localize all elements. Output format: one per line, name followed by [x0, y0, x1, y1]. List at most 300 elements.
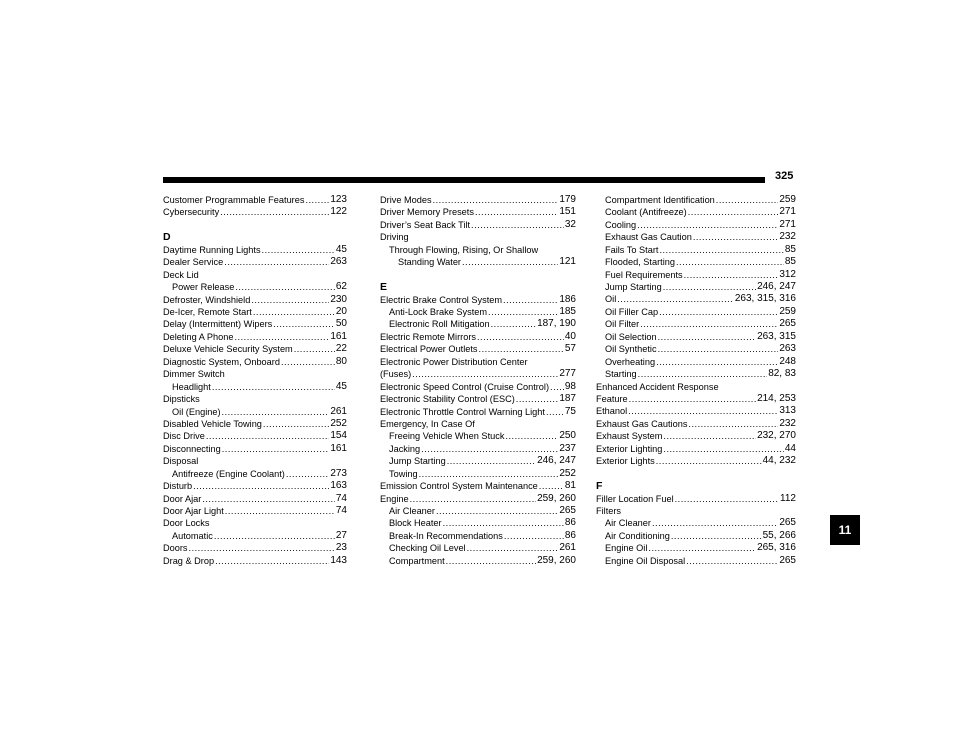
dot-leader — [546, 406, 564, 418]
entry-label: Power Release — [172, 282, 235, 293]
entry-label: Fuel Requirements — [605, 269, 683, 280]
index-entry — [380, 219, 576, 231]
dot-leader — [648, 542, 756, 554]
index-entry — [380, 406, 576, 418]
dot-leader — [675, 493, 779, 505]
index-entry — [163, 430, 347, 442]
entry-page-reference[interactable]: 259 — [779, 305, 796, 317]
entry-label: Cooling — [605, 219, 637, 230]
entry-page-reference[interactable]: 40 — [564, 330, 576, 342]
dot-leader — [202, 493, 335, 505]
dot-leader — [491, 318, 536, 330]
entry-label: Standing Water — [398, 257, 461, 268]
index-entry — [380, 343, 576, 355]
dot-leader — [504, 530, 564, 542]
entry-label: Anti-Lock Brake System — [389, 307, 488, 318]
index-subentry — [596, 542, 796, 554]
entry-label: Disabled Vehicle Towing — [163, 418, 262, 429]
index-subentry — [380, 505, 576, 517]
entry-label: Door Ajar — [163, 493, 202, 504]
entry-page-reference[interactable]: 185 — [559, 306, 576, 318]
entry-page-reference[interactable]: 82, 83 — [768, 368, 796, 380]
dot-leader — [220, 206, 329, 218]
entry-page-reference[interactable]: 80 — [335, 355, 347, 367]
index-entry — [380, 480, 576, 492]
dot-leader — [189, 542, 335, 554]
entry-page-reference[interactable]: 86 — [564, 529, 576, 541]
entry-label: Engine — [380, 493, 409, 504]
entry-label: (Fuses) — [380, 369, 412, 380]
index-entry — [596, 443, 796, 455]
dot-leader — [516, 393, 559, 405]
index-entry — [380, 294, 576, 306]
entry-page-reference[interactable]: 246, 247 — [537, 455, 576, 467]
entry-label: Emission Control System Maintenance — [380, 481, 538, 492]
index-entry — [163, 505, 347, 517]
index-entry — [163, 418, 347, 430]
entry-label: Doors — [163, 543, 188, 554]
index-subentry — [163, 530, 347, 542]
entry-label: Electronic Power Distribution Center — [380, 356, 528, 367]
index-subentry — [596, 194, 796, 206]
index-entry — [380, 368, 576, 380]
index-entry — [163, 331, 347, 343]
dot-leader — [433, 194, 559, 206]
entry-page-reference[interactable]: 74 — [335, 492, 347, 504]
entry-label: Deluxe Vehicle Security System — [163, 344, 293, 355]
entry-page-reference[interactable]: 214, 253 — [757, 392, 796, 404]
dot-leader — [477, 331, 564, 343]
index-entry — [596, 493, 796, 505]
entry-page-reference[interactable]: 98 — [564, 380, 576, 392]
entry-page-reference[interactable]: 252 — [559, 467, 576, 479]
entry-page-reference[interactable]: 312 — [779, 268, 796, 280]
dot-leader — [214, 530, 335, 542]
entry-page-reference[interactable]: 248 — [779, 355, 796, 367]
dot-leader — [215, 555, 329, 567]
entry-label: Electrical Power Outlets — [380, 344, 478, 355]
entry-page-reference[interactable]: 259, 260 — [537, 492, 576, 504]
index-entry — [380, 418, 576, 430]
entry-page-reference[interactable]: 265 — [559, 505, 576, 517]
entry-label: Air Cleaner — [605, 518, 651, 529]
dot-leader — [281, 356, 335, 368]
entry-page-reference[interactable]: 232, 270 — [757, 430, 796, 442]
entry-label: Exterior Lights — [596, 456, 655, 467]
entry-label: Disposal — [163, 456, 199, 467]
index-subentry — [596, 555, 796, 567]
index-subentry — [596, 281, 796, 293]
dot-leader — [676, 256, 784, 268]
entry-page-reference[interactable]: 265, 316 — [757, 542, 796, 554]
entry-page-reference[interactable]: 187, 190 — [537, 318, 576, 330]
entry-page-reference[interactable]: 45 — [335, 380, 347, 392]
entry-label: Electronic Stability Control (ESC) — [380, 394, 515, 405]
index-entry — [163, 206, 347, 218]
entry-page-reference[interactable]: 161 — [330, 442, 347, 454]
dot-leader — [629, 393, 756, 405]
entry-label: Checking Oil Level — [389, 543, 466, 554]
entry-page-reference[interactable]: 75 — [564, 405, 576, 417]
entry-label: Engine Oil — [605, 543, 648, 554]
index-subentry — [596, 331, 796, 343]
dot-leader — [286, 468, 329, 480]
dot-leader — [412, 368, 558, 380]
index-entry — [163, 493, 347, 505]
entry-page-reference[interactable]: 232 — [779, 231, 796, 243]
index-subentry — [596, 318, 796, 330]
dot-leader — [663, 430, 756, 442]
index-subentry — [380, 256, 576, 268]
dot-leader — [410, 493, 536, 505]
index-subentry — [596, 343, 796, 355]
dot-leader — [671, 530, 762, 542]
index-subentry — [163, 468, 347, 480]
dot-leader — [656, 455, 762, 467]
index-entry — [163, 319, 347, 331]
entry-label: Defroster, Windshield — [163, 294, 251, 305]
entry-page-reference[interactable]: 261 — [330, 405, 347, 417]
index-entry — [163, 443, 347, 455]
dot-leader — [539, 480, 564, 492]
index-subentry — [380, 468, 576, 480]
entry-page-reference[interactable]: 154 — [330, 430, 347, 442]
entry-label: Freeing Vehicle When Stuck — [389, 431, 505, 442]
entry-page-reference[interactable]: 55, 266 — [762, 529, 796, 541]
dot-leader — [262, 244, 335, 256]
dot-leader — [663, 281, 756, 293]
entry-page-reference[interactable]: 271 — [779, 218, 796, 230]
entry-label: Delay (Intermittent) Wipers — [163, 319, 273, 330]
entry-label: Electronic Speed Control (Cruise Control) — [380, 381, 550, 392]
index-column-2 — [380, 194, 576, 567]
index-entry — [163, 368, 347, 380]
entry-label: Electric Remote Mirrors — [380, 331, 476, 342]
entry-page-reference[interactable]: 261 — [559, 542, 576, 554]
entry-page-reference[interactable]: 44 — [784, 442, 796, 454]
dot-leader — [688, 206, 779, 218]
index-entry — [596, 405, 796, 417]
dot-leader — [658, 343, 779, 355]
entry-label: Disturb — [163, 481, 193, 492]
entry-page-reference[interactable]: 232 — [779, 417, 796, 429]
entry-page-reference[interactable]: 151 — [559, 206, 576, 218]
dot-leader — [475, 206, 558, 218]
dot-leader — [251, 294, 329, 306]
entry-page-reference[interactable]: 22 — [335, 343, 347, 355]
entry-label: Flooded, Starting — [605, 257, 675, 268]
dot-leader — [652, 517, 778, 529]
dot-leader — [659, 306, 778, 318]
index-entry — [163, 306, 347, 318]
entry-label: Feature — [596, 393, 628, 404]
index-subentry — [380, 306, 576, 318]
entry-page-reference[interactable]: 313 — [779, 405, 796, 417]
entry-page-reference[interactable]: 263, 315, 316 — [734, 293, 796, 305]
dot-leader — [716, 194, 779, 206]
entry-label: Starting — [605, 369, 637, 380]
dot-leader — [628, 405, 778, 417]
index-column-3 — [596, 194, 796, 567]
index-entry — [163, 480, 347, 492]
entry-page-reference[interactable]: 121 — [559, 256, 576, 268]
entry-page-reference[interactable]: 62 — [335, 281, 347, 293]
entry-label: Towing — [389, 468, 418, 479]
entry-page-reference[interactable]: 252 — [330, 417, 347, 429]
index-subentry — [596, 219, 796, 231]
entry-label: Oil Selection — [605, 331, 657, 342]
entry-page-reference[interactable]: 143 — [330, 554, 347, 566]
entry-page-reference[interactable]: 86 — [564, 517, 576, 529]
entry-label: Drive Modes — [380, 194, 432, 205]
index-entry — [163, 555, 347, 567]
entry-label: Exhaust System — [596, 431, 663, 442]
index-subentry — [380, 319, 576, 331]
dot-leader — [688, 418, 778, 430]
entry-page-reference[interactable]: 45 — [335, 243, 347, 255]
index-entry — [380, 194, 576, 206]
entry-page-reference[interactable]: 263 — [330, 256, 347, 268]
entry-label: Daytime Running Lights — [163, 244, 261, 255]
entry-label: Emergency, In Case Of — [380, 418, 475, 429]
entry-label: Exterior Lighting — [596, 443, 663, 454]
entry-page-reference[interactable]: 112 — [780, 492, 796, 504]
dot-leader — [462, 256, 558, 268]
index-subentry — [596, 206, 796, 218]
entry-label: Antifreeze (Engine Coolant) — [172, 468, 285, 479]
index-subentry — [380, 530, 576, 542]
index-subentry — [596, 269, 796, 281]
index-subentry — [596, 256, 796, 268]
entry-page-reference[interactable]: 50 — [335, 318, 347, 330]
entry-page-reference[interactable]: 259 — [779, 193, 796, 205]
entry-page-reference[interactable]: 263 — [779, 343, 796, 355]
dot-leader — [503, 294, 558, 306]
header-rule — [163, 177, 765, 183]
dot-leader — [443, 517, 564, 529]
dot-leader — [638, 368, 768, 380]
entry-page-reference[interactable]: 265 — [779, 318, 796, 330]
index-entry — [163, 455, 347, 467]
entry-label: Dipsticks — [163, 394, 200, 405]
entry-page-reference[interactable]: 44, 232 — [762, 455, 796, 467]
entry-page-reference[interactable]: 32 — [564, 218, 576, 230]
index-subentry — [596, 356, 796, 368]
dot-leader — [263, 418, 329, 430]
entry-label: Electronic Roll Mitigation — [389, 319, 490, 330]
dot-leader — [235, 281, 335, 293]
dot-leader — [212, 381, 335, 393]
entry-label: Headlight — [172, 381, 211, 392]
entry-label: Electronic Throttle Control Warning Light — [380, 406, 545, 417]
entry-label: Engine Oil Disposal — [605, 555, 686, 566]
dot-leader — [224, 256, 329, 268]
index-entry — [380, 381, 576, 393]
dot-leader — [479, 343, 564, 355]
entry-page-reference[interactable]: 163 — [330, 480, 347, 492]
index-section-letter: E — [380, 280, 388, 293]
index-entry — [163, 356, 347, 368]
entry-label: Driving — [380, 232, 409, 243]
entry-page-reference[interactable]: 122 — [330, 206, 347, 218]
entry-label: Jacking — [389, 443, 421, 454]
entry-label: Door Ajar Light — [163, 506, 224, 517]
entry-page-reference[interactable]: 263, 315 — [757, 330, 796, 342]
index-subentry — [596, 530, 796, 542]
index-entry — [163, 256, 347, 268]
index-entry — [163, 393, 347, 405]
index-entry — [380, 331, 576, 343]
entry-label: Driver’s Seat Back Tilt — [380, 219, 471, 230]
entry-page-reference[interactable]: 271 — [779, 206, 796, 218]
dot-leader — [663, 443, 783, 455]
index-subentry — [380, 555, 576, 567]
entry-page-reference[interactable]: 81 — [564, 480, 576, 492]
dot-leader — [684, 269, 779, 281]
entry-label: Enhanced Accident Response — [596, 381, 719, 392]
dot-leader — [273, 318, 335, 330]
index-entry — [163, 269, 347, 281]
index-subentry — [596, 244, 796, 256]
entry-page-reference[interactable]: 265 — [779, 554, 796, 566]
chapter-tab[interactable]: 11 — [830, 515, 860, 545]
index-section-letter: D — [163, 230, 171, 243]
entry-label: Compartment Identification — [605, 194, 715, 205]
entry-label: Jump Starting — [389, 456, 446, 467]
dot-leader — [640, 318, 778, 330]
index-entry — [596, 393, 796, 405]
dot-leader — [225, 505, 335, 517]
entry-page-reference[interactable]: 186 — [559, 293, 576, 305]
entry-label: Customer Programmable Features — [163, 194, 305, 205]
entry-page-reference[interactable]: 230 — [330, 293, 347, 305]
dot-leader — [659, 244, 783, 256]
dot-leader — [693, 231, 778, 243]
entry-label: De-Icer, Remote Start — [163, 307, 252, 318]
entry-label: Block Heater — [389, 518, 442, 529]
index-subentry — [596, 231, 796, 243]
dot-leader — [447, 455, 536, 467]
entry-label: Oil Synthetic — [605, 344, 657, 355]
index-entry — [163, 542, 347, 554]
index-subentry — [380, 443, 576, 455]
entry-label: Coolant (Antifreeze) — [605, 207, 687, 218]
entry-page-reference[interactable]: 74 — [335, 505, 347, 517]
entry-label: Cybersecurity — [163, 207, 220, 218]
index-entry — [596, 505, 796, 517]
entry-label: Break-In Recommendations — [389, 530, 503, 541]
dot-leader — [294, 343, 335, 355]
dot-leader — [253, 306, 335, 318]
dot-leader — [471, 219, 564, 231]
entry-label: Jump Starting — [605, 282, 662, 293]
entry-label: Electric Brake Control System — [380, 294, 503, 305]
index-entry — [380, 393, 576, 405]
index-entry — [596, 455, 796, 467]
index-subentry — [380, 542, 576, 554]
entry-page-reference[interactable]: 277 — [559, 368, 576, 380]
dot-leader — [446, 555, 536, 567]
entry-label: Disc Drive — [163, 431, 205, 442]
index-subentry — [380, 244, 576, 256]
index-subentry — [163, 381, 347, 393]
index-subentry — [596, 518, 796, 530]
entry-page-reference[interactable]: 273 — [330, 467, 347, 479]
dot-leader — [421, 443, 558, 455]
dot-leader — [222, 406, 330, 418]
index-subentry — [596, 306, 796, 318]
dot-leader — [235, 331, 330, 343]
entry-label: Air Cleaner — [389, 506, 435, 517]
dot-leader — [436, 505, 558, 517]
entry-page-reference[interactable]: 85 — [784, 256, 796, 268]
entry-page-reference[interactable]: 179 — [559, 193, 576, 205]
dot-leader — [222, 443, 330, 455]
entry-label: Automatic — [172, 530, 213, 541]
entry-page-reference[interactable]: 237 — [559, 442, 576, 454]
entry-label: Exhaust Gas Cautions — [596, 418, 688, 429]
index-entry — [163, 518, 347, 530]
index-subentry — [163, 281, 347, 293]
entry-label: Drag & Drop — [163, 555, 215, 566]
index-entry — [380, 356, 576, 368]
entry-label: Overheating — [605, 356, 656, 367]
dot-leader — [637, 219, 778, 231]
entry-page-reference[interactable]: 187 — [559, 393, 576, 405]
index-entry — [163, 294, 347, 306]
index-entry — [163, 244, 347, 256]
index-entry — [163, 343, 347, 355]
entry-label: Dealer Service — [163, 257, 224, 268]
entry-label: Dimmer Switch — [163, 369, 225, 380]
index-subentry — [380, 455, 576, 467]
entry-page-reference[interactable]: 265 — [779, 517, 796, 529]
dot-leader — [658, 331, 756, 343]
entry-label: Compartment — [389, 555, 445, 566]
entry-label: Oil — [605, 294, 617, 305]
entry-label: Exhaust Gas Caution — [605, 232, 692, 243]
dot-leader — [419, 468, 559, 480]
dot-leader — [467, 542, 559, 554]
entry-page-reference[interactable]: 57 — [564, 343, 576, 355]
index-entry — [596, 430, 796, 442]
entry-label: Deleting A Phone — [163, 331, 234, 342]
entry-page-reference[interactable]: 20 — [335, 306, 347, 318]
entry-page-reference[interactable]: 259, 260 — [537, 554, 576, 566]
entry-label: Oil Filter — [605, 319, 640, 330]
index-entry — [380, 206, 576, 218]
entry-page-reference[interactable]: 123 — [330, 193, 347, 205]
entry-label: Ethanol — [596, 406, 628, 417]
entry-label: Oil Filler Cap — [605, 306, 659, 317]
index-entry — [380, 231, 576, 243]
entry-page-reference[interactable]: 85 — [784, 243, 796, 255]
entry-label: Disconnecting — [163, 443, 221, 454]
page-number: 325 — [775, 170, 794, 182]
entry-page-reference[interactable]: 250 — [559, 430, 576, 442]
dot-leader — [686, 555, 778, 567]
entry-label: Filler Location Fuel — [596, 493, 674, 504]
entry-page-reference[interactable]: 246, 247 — [757, 281, 796, 293]
index-subentry — [380, 518, 576, 530]
entry-label: Through Flowing, Rising, Or Shallow — [389, 244, 539, 255]
index-subentry — [380, 430, 576, 442]
entry-page-reference[interactable]: 161 — [330, 330, 347, 342]
index-subentry — [163, 406, 347, 418]
dot-leader — [505, 430, 558, 442]
entry-page-reference[interactable]: 23 — [335, 542, 347, 554]
entry-page-reference[interactable]: 27 — [335, 529, 347, 541]
